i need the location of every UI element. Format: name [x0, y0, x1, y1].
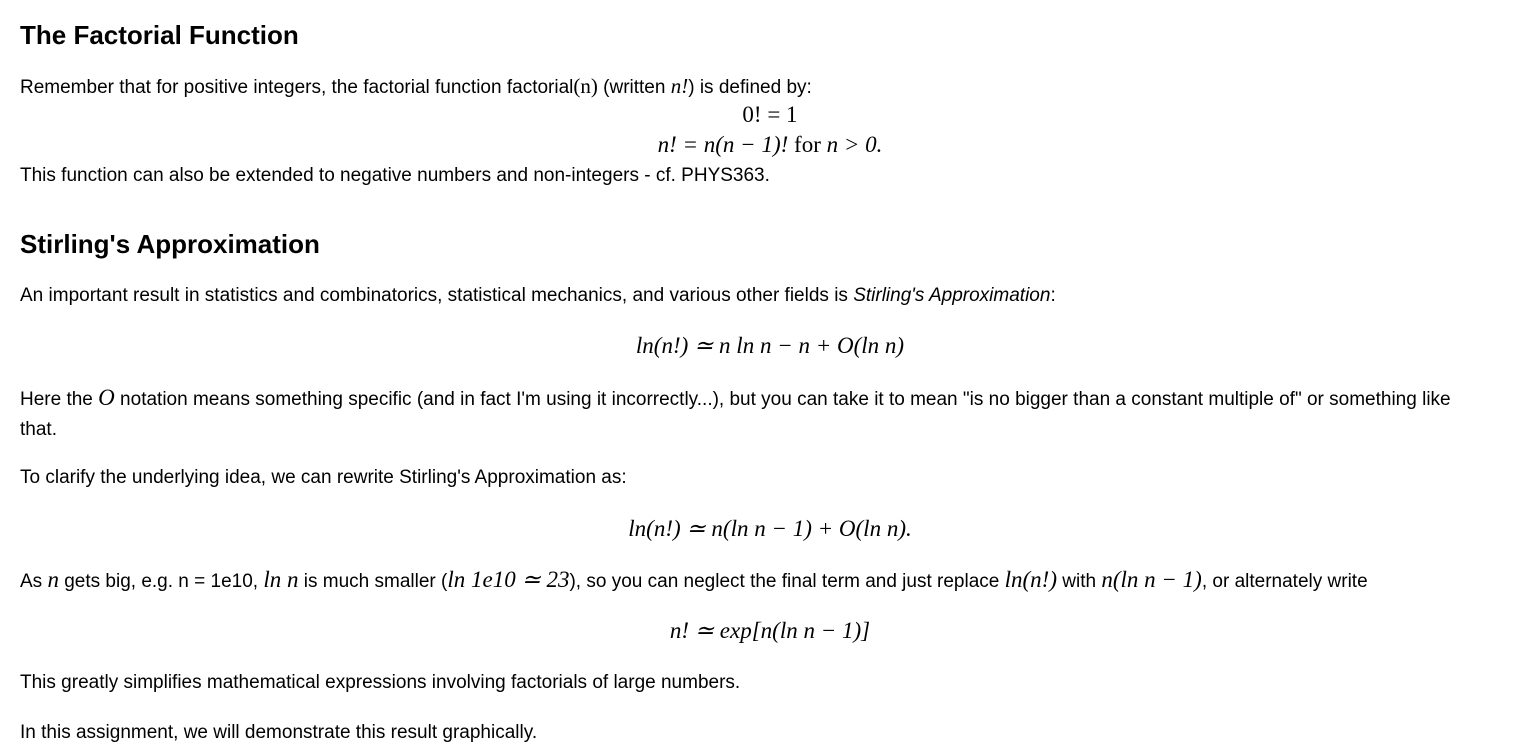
factorial-note: This function can also be extended to negative numbers and non-integers - cf. PHYS363.: [20, 165, 770, 186]
recurrence-lhs: n! = n(n − 1)!: [657, 132, 789, 157]
as-after: , or alternately write: [1201, 571, 1368, 592]
stirling-intro-after: :: [1050, 285, 1056, 306]
as-before: As: [20, 571, 48, 592]
as-mid2: is much smaller (: [298, 571, 448, 592]
o-notation-before: Here the: [20, 389, 99, 410]
stirling-intro: [20, 284, 1056, 308]
o-notation-paragraph: [20, 383, 1480, 445]
as-mid1: gets big, e.g. n = 1e10,: [58, 571, 264, 592]
as-nln: n(ln n − 1): [1101, 567, 1202, 592]
assignment-paragraph: In this assignment, we will demonstrate this result graphically.: [20, 722, 538, 743]
simplifies-paragraph: This greatly simplifies mathematical expressions involving factorials of large numbers.: [20, 672, 741, 693]
equation-zero-factorial: 0! = 1: [742, 102, 798, 127]
factorial-intro-math: (n): [573, 74, 598, 98]
stirling-intro-emphasis: Stirling's Approximation: [853, 285, 1051, 306]
equation-recurrence: [20, 132, 1520, 158]
heading-factorial: The Factorial Function: [20, 20, 299, 50]
as-mid3: ), so you can neglect the final term and just replace: [569, 571, 1005, 592]
as-n-paragraph: [20, 568, 1368, 594]
as-lnfact: ln(n!): [1004, 567, 1057, 592]
equation-exp: n! ≃ exp[n(ln n − 1)]: [669, 618, 871, 643]
factorial-intro-text: Remember that for positive integers, the factorial function factorial: [20, 77, 574, 98]
equation-stirling: ln(n!) ≃ n ln n − n + O(ln n): [635, 333, 905, 358]
heading-stirling: Stirling's Approximation: [20, 229, 320, 259]
factorial-intro-after: ) is defined by:: [688, 77, 812, 98]
recurrence-for: for: [788, 132, 827, 157]
as-ln1e10: ln 1e10 ≃ 23: [447, 567, 570, 592]
recurrence-condition: n > 0.: [826, 132, 883, 157]
clarify-paragraph: To clarify the underlying idea, we can rewrite Stirling's Approximation as:: [20, 467, 627, 488]
as-mid4: with: [1057, 571, 1102, 592]
o-notation-after: notation means something specific (and in fact I'm using it incorrectly...), but you can take it to mean "is no bigger than a constant multiple of" or something like that.: [20, 389, 1451, 440]
factorial-intro: [20, 74, 812, 100]
o-notation-symbol: O: [98, 385, 115, 410]
factorial-intro-math2: n!: [670, 74, 689, 98]
as-n: n: [47, 567, 59, 592]
stirling-intro-text: An important result in statistics and combinatorics, statistical mechanics, and various other fields is: [20, 285, 854, 306]
equation-stirling-rewrite: ln(n!) ≃ n(ln n − 1) + O(ln n).: [628, 516, 912, 541]
as-lnn: ln n: [263, 567, 299, 592]
factorial-intro-middle: (written: [597, 77, 671, 98]
